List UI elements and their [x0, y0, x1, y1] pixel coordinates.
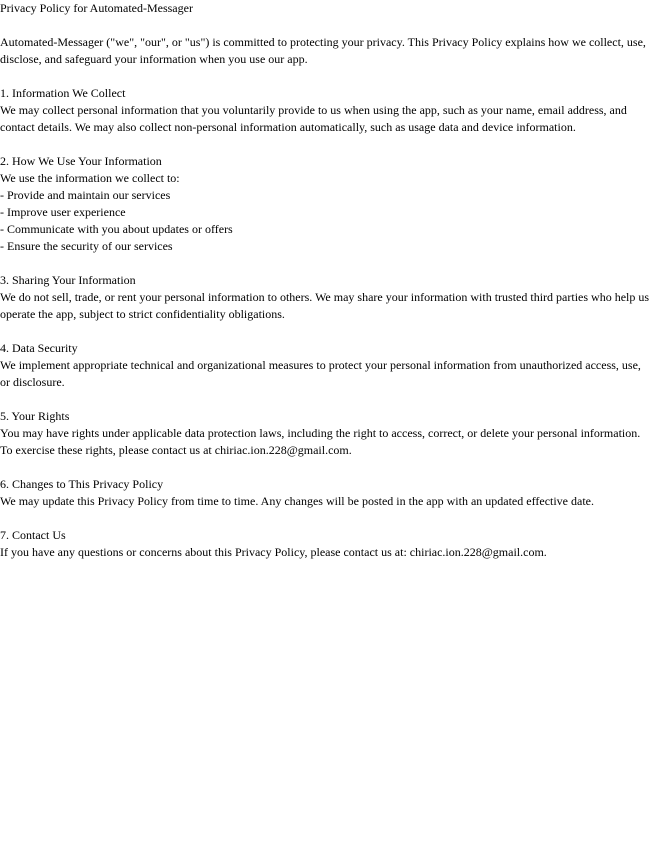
list-item: - Provide and maintain our services — [0, 188, 171, 202]
section-heading: 7. Contact Us — [0, 528, 66, 542]
section-data-security — [0, 340, 650, 391]
list-item: - Improve user experience — [0, 205, 126, 219]
section-body: We may update this Privacy Policy from time to time. Any changes will be posted in the app with an updated effective date. — [0, 494, 594, 508]
section-information-we-collect — [0, 85, 650, 136]
section-body: If you have any questions or concerns about this Privacy Policy, please contact us at: chiriac.ion.228@gmail.com. — [0, 545, 547, 559]
list-item: - Communicate with you about updates or offers — [0, 222, 233, 236]
section-body: You may have rights under applicable data protection laws, including the right to access, correct, or delete your personal information. To exercise these rights, please contact us at chiriac.ion.228@gmail.com. — [0, 426, 641, 457]
section-how-we-use — [0, 153, 650, 255]
section-heading: 1. Information We Collect — [0, 86, 126, 100]
usage-list — [0, 187, 650, 255]
section-heading: 4. Data Security — [0, 341, 78, 355]
section-body: We implement appropriate technical and organizational measures to protect your personal information from unauthorized access, use, or disclosure. — [0, 358, 641, 389]
intro-paragraph: Automated-Messager ("we", "our", or "us") is committed to protecting your privacy. This Privacy Policy explains how we collect, use, disclose, and safeguard your information when you use our app. — [0, 35, 646, 66]
section-body: We may collect personal information that you voluntarily provide to us when using the app, such as your name, email address, and contact details. We may also collect non-personal information automatically, such as usage data and device information. — [0, 103, 627, 134]
section-heading: 3. Sharing Your Information — [0, 273, 136, 287]
list-item: - Ensure the security of our services — [0, 239, 173, 253]
section-heading: 2. How We Use Your Information — [0, 154, 162, 168]
section-heading: 5. Your Rights — [0, 409, 70, 423]
section-your-rights — [0, 408, 650, 459]
section-changes — [0, 476, 650, 510]
section-contact-us — [0, 527, 650, 561]
section-body: We use the information we collect to: — [0, 171, 180, 185]
section-sharing — [0, 272, 650, 323]
section-heading: 6. Changes to This Privacy Policy — [0, 477, 164, 491]
page-title: Privacy Policy for Automated-Messager — [0, 1, 193, 15]
section-body: We do not sell, trade, or rent your personal information to others. We may share your information with trusted third parties who help us operate the app, subject to strict confidentiality obligations. — [0, 290, 650, 321]
